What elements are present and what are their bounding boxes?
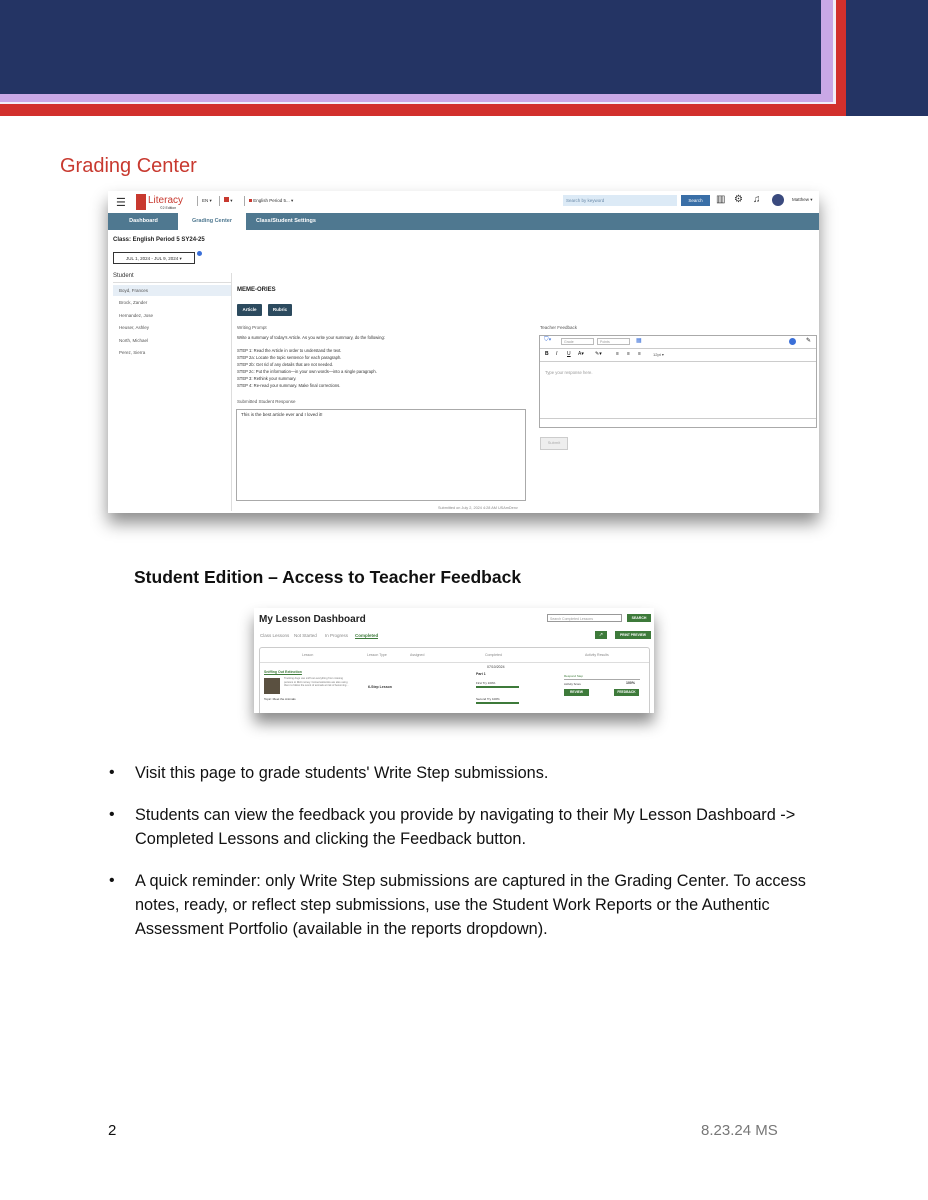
language-dropdown[interactable]: EN ▾ [197, 196, 212, 206]
date-range-picker[interactable]: JUL 1, 2024 - JUL 9, 2024 ▾ [113, 252, 195, 264]
divider [113, 282, 231, 283]
grade-input[interactable]: Grade [561, 338, 594, 345]
info-icon[interactable] [197, 251, 202, 256]
reports-icon[interactable]: ▥ [716, 194, 726, 205]
lesson-description: Tracking dogs use sniff out everything from missing persons to illicit money. Conservationists are also using them to follow the scent of animals at risk of becoming... [284, 677, 349, 688]
page-number: 2 [108, 1122, 117, 1139]
feedback-editor[interactable] [539, 335, 817, 428]
bullet-icon: • [109, 764, 115, 781]
points-input[interactable]: Points [597, 338, 630, 345]
respond-step-label: Respond Step [564, 674, 584, 678]
settings-icon[interactable]: ⚙ [734, 194, 743, 205]
search-input[interactable]: Search by keyword [563, 195, 677, 206]
tab-class-lessons[interactable]: Class Lessons [260, 633, 290, 638]
search-input[interactable]: Search Completed Lessons [547, 614, 622, 622]
column-header[interactable]: Activity Results [585, 653, 609, 657]
feedback-placeholder: Type your response here. [545, 370, 593, 375]
submitted-timestamp: Submitted on July 2, 2024 4:28 AM USAmDenv [438, 506, 518, 510]
text-color-icon[interactable]: A▾ [578, 351, 584, 357]
article-button[interactable]: Article [237, 304, 262, 316]
header-stripe-red [0, 104, 846, 116]
prompt-step: STEP 3: Rethink your summary. [237, 376, 297, 381]
teacher-feedback-label: Teacher Feedback [540, 325, 578, 330]
align-right-icon[interactable]: ≡ [638, 351, 641, 357]
info-icon[interactable] [789, 338, 796, 345]
list-item: • Visit this page to grade students' Write Step submissions. [106, 761, 826, 785]
student-header: Student [113, 273, 134, 279]
align-left-icon[interactable]: ≡ [616, 351, 619, 357]
section-title: Grading Center [60, 155, 197, 177]
divider [231, 273, 232, 511]
lesson-link[interactable]: Sniffing Out Extinction [264, 670, 302, 674]
student-response-box: This is the best article ever and I loved it! [236, 409, 526, 501]
list-item: • A quick reminder: only Write Step submissions are captured in the Grading Center. To access notes, ready, or reflect step submissions, use the Student Work Reports or the Authentic Assessment Portfolio (available in the reports dropdown). [106, 869, 826, 941]
logo-icon [136, 194, 146, 210]
bullet-icon: • [109, 872, 115, 889]
column-header[interactable]: Lesson [302, 653, 314, 657]
top-bar [108, 191, 819, 214]
second-try-progress [476, 702, 519, 704]
header-stripe-lavender [0, 94, 833, 102]
lesson-dashboard-screenshot [254, 608, 654, 713]
divider [540, 418, 816, 419]
table-icon[interactable]: ▦ [636, 338, 642, 344]
document-code: 8.23.24 MS [701, 1122, 778, 1139]
part-label: Part 1 [476, 672, 486, 676]
external-link-icon[interactable]: ↗ [595, 631, 607, 639]
second-try: Second Try 100% [476, 697, 500, 701]
prompt-step: STEP 1: Read the Article in order to understand the text. [237, 348, 342, 353]
grade-row [540, 336, 816, 349]
lesson-type: 6-Step Lesson [368, 685, 392, 689]
bullet-icon: • [109, 806, 115, 823]
writing-prompt-label: Writing Prompt [237, 325, 267, 330]
tab-bar [108, 213, 819, 230]
list-item: • Students can view the feedback you provide by navigating to their My Lesson Dashboard -> Completed Lessons and clicking the Feedback button. [106, 803, 826, 851]
search-button[interactable]: Search [681, 195, 710, 206]
prompt-step: STEP 2b: Get rid of any details that are not needed. [237, 362, 334, 367]
italic-icon[interactable]: I [556, 351, 558, 357]
rubric-button[interactable]: Rubric [268, 304, 292, 316]
font-size-select[interactable]: 12pt ▾ [653, 352, 664, 357]
class-dropdown[interactable]: English Period 5... ▾ [244, 196, 293, 206]
lesson-topic: Topic: Meet the Animals [264, 697, 296, 701]
color-dropdown[interactable]: ▾ [219, 196, 233, 206]
prompt-step: STEP 2c: Put the information—in your own words—into a single paragraph. [237, 369, 377, 374]
column-header[interactable]: Completed [485, 653, 502, 657]
mic-off-icon[interactable]: ✎ [806, 338, 812, 344]
tab-not-started[interactable]: Not Started [294, 633, 317, 638]
student-row[interactable]: Boyd, Frances [113, 285, 231, 296]
student-row[interactable]: North, Michael [119, 338, 149, 343]
student-row[interactable]: Hernandez, Jose [119, 313, 154, 318]
activity-score-label: Activity Score [564, 682, 581, 686]
avatar[interactable] [772, 194, 784, 206]
user-name[interactable]: Matthew ▾ [792, 197, 813, 202]
prompt-intro: Write a summary of today's Article. As you write your summary, do the following: [237, 335, 385, 340]
column-header[interactable]: Assigned [410, 653, 425, 657]
feedback-button[interactable]: FEEDBACK [614, 689, 639, 696]
prompt-step: STEP 4: Re-read your summary. Make final corrections. [237, 383, 341, 388]
format-toolbar [540, 349, 816, 362]
tab-in-progress[interactable]: In Progress [325, 633, 349, 638]
tab-class-student-settings[interactable]: Class/Student Settings [256, 218, 316, 224]
student-edition-title: Student Edition – Access to Teacher Feedback [134, 567, 522, 587]
print-preview-button[interactable]: PRINT PREVIEW [615, 631, 651, 639]
submitted-response-label: Submitted Student Response [237, 399, 296, 404]
logo-edition: ©2 Edition [160, 206, 177, 210]
activity-score: 100% [626, 681, 635, 685]
completed-date: 07/10/2024 [487, 665, 505, 669]
menu-icon[interactable]: ☰ [116, 197, 126, 209]
header-stripe-lavender-vertical [821, 0, 833, 100]
grading-center-screenshot [108, 191, 819, 513]
review-button[interactable]: REVIEW [564, 689, 589, 696]
instructions-list [106, 761, 826, 959]
bold-icon[interactable]: B [545, 351, 549, 357]
search-button[interactable]: SEARCH [627, 614, 651, 622]
class-label: Class: English Period 5 SY24-25 [113, 237, 205, 243]
lesson-title: MEME-ORIES [237, 287, 276, 293]
first-try-progress [476, 686, 519, 688]
divider [564, 679, 640, 680]
underline-icon[interactable]: U [567, 351, 571, 357]
dashboard-title: My Lesson Dashboard [259, 614, 366, 625]
submit-button[interactable]: Submit [540, 437, 568, 450]
first-try: First Try 100% [476, 681, 496, 685]
tab-grading-center[interactable]: Grading Center [178, 213, 246, 230]
notification-icon[interactable]: ♫ [753, 194, 761, 205]
highlight-icon[interactable]: ✎▾ [595, 351, 602, 357]
header-stripe-red-vertical [836, 0, 846, 116]
column-header[interactable]: Lesson Type [367, 653, 387, 657]
prompt-step: STEP 2a: Locate the topic sentence for each paragraph. [237, 355, 342, 360]
divider [260, 662, 649, 663]
student-row[interactable]: Perez, Sierra [119, 350, 146, 355]
logo-text: Literacy [148, 195, 184, 206]
lesson-thumbnail [264, 678, 280, 694]
tab-completed[interactable]: Completed [355, 633, 379, 638]
tab-dashboard[interactable]: Dashboard [129, 218, 158, 224]
student-row[interactable]: Brock, Zander [119, 300, 148, 305]
align-center-icon[interactable]: ≡ [627, 351, 630, 357]
badge-icon[interactable]: ⛉▾ [544, 337, 552, 343]
student-row[interactable]: Heuser, Ashley [119, 325, 150, 330]
